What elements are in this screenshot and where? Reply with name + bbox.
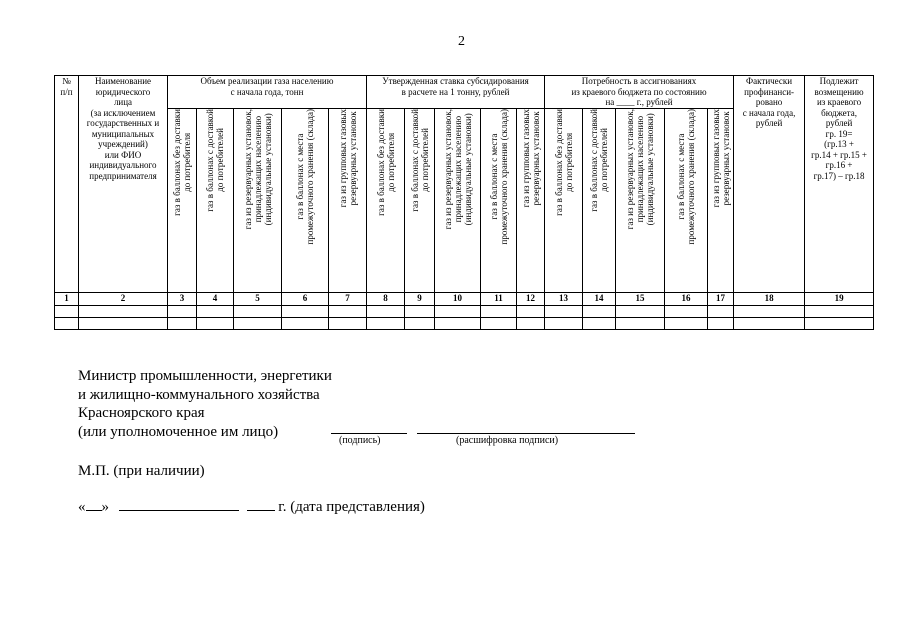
column-number: 14 [583, 292, 616, 305]
column-number: 18 [734, 292, 805, 305]
header-col-number: № п/п [55, 76, 79, 293]
column-number: 12 [517, 292, 545, 305]
table-row [55, 317, 874, 329]
signature-decode-caption: (расшифровка подписи) [456, 435, 559, 446]
header-rate-2: газ в баллонах с доставкой до потребителей [405, 108, 435, 292]
table-cell [665, 305, 708, 317]
header-col-name: Наименование юридического лица (за исключением государственных и муниципальных учреждений) или ФИО индивидуального предпринимателя [79, 76, 168, 293]
date-open-quote: « [78, 499, 86, 515]
date-year-field[interactable] [247, 498, 275, 511]
header-volume-1: газ в баллонах без доставки до потребителя [168, 108, 197, 292]
table-cell [55, 317, 79, 329]
submission-date [78, 498, 425, 516]
header-rate-1: газ в баллонах без доставки до потребителя [367, 108, 405, 292]
column-number: 10 [435, 292, 481, 305]
signature-decode-line[interactable] [417, 433, 635, 434]
signature-line[interactable] [331, 433, 407, 434]
header-rate-5: газ из групповых газовых резервуарных установок [517, 108, 545, 292]
table-cell [545, 305, 583, 317]
column-number: 19 [805, 292, 874, 305]
table-cell [405, 317, 435, 329]
table-cell [805, 317, 874, 329]
signature-caption: (подпись) [339, 435, 381, 446]
header-need-3: газ из резервуарных установок, принадлежащих населению (индивидуальные установки) [616, 108, 665, 292]
column-number: 1 [55, 292, 79, 305]
table-cell [734, 305, 805, 317]
header-need-4: газ в баллонах с места промежуточного хранения (склада) [665, 108, 708, 292]
table-cell [282, 317, 329, 329]
table-cell [708, 317, 734, 329]
signatory-line: и жилищно-коммунального хозяйства [78, 386, 320, 403]
table-cell [805, 305, 874, 317]
column-number: 3 [168, 292, 197, 305]
table-cell [329, 317, 367, 329]
header-volume-3: газ из резервуарных установок, принадлежащих населению (индивидуальные установки) [234, 108, 282, 292]
header-col-actual: Фактически профинанси- ровано с начала года, рублей [734, 76, 805, 293]
header-need-1: газ в баллонах без доставки до потребителя [545, 108, 583, 292]
date-suffix: г. (дата представления) [278, 499, 425, 515]
table-cell [517, 317, 545, 329]
table-cell [481, 317, 517, 329]
table-cell [517, 305, 545, 317]
header-volume-2: газ в баллонах с доставкой до потребителей [197, 108, 234, 292]
date-day-field[interactable] [86, 498, 102, 511]
header-rate-3: газ из резервуарных установок, принадлежащих населению (индивидуальные установки) [435, 108, 481, 292]
table-cell [734, 317, 805, 329]
signatory-line: (или уполномоченное им лицо) [78, 423, 279, 440]
table-cell [545, 317, 583, 329]
signatory-line: Красноярского края [78, 405, 205, 421]
header-col-reimburse: Подлежит возмещению из краевого бюджета, рублей гр. 19= (гр.13 + гр.14 + гр.15 + гр.16 + гр.17) – гр.18 [805, 76, 874, 293]
table-cell [197, 317, 234, 329]
stamp-note: М.П. (при наличии) [78, 463, 205, 479]
column-number: 11 [481, 292, 517, 305]
date-close-quote: » [101, 499, 109, 515]
table-cell [168, 317, 197, 329]
column-number: 6 [282, 292, 329, 305]
signatory-block [78, 367, 332, 441]
column-number: 15 [616, 292, 665, 305]
table-cell [234, 317, 282, 329]
table-row [55, 305, 874, 317]
table-cell [168, 305, 197, 317]
signatory-line: Министр промышленности, энергетики [78, 368, 332, 384]
header-need-2: газ в баллонах с доставкой до потребителей [583, 108, 616, 292]
subsidy-report-table [54, 75, 874, 330]
column-number: 5 [234, 292, 282, 305]
table-cell [234, 305, 282, 317]
column-number: 7 [329, 292, 367, 305]
header-volume-4: газ в баллонах с места промежуточного хранения (склада) [282, 108, 329, 292]
table-cell [583, 317, 616, 329]
table-cell [329, 305, 367, 317]
header-rate-4: газ в баллонах с места промежуточного хранения (склада) [481, 108, 517, 292]
column-number-row [55, 292, 874, 305]
column-number: 9 [405, 292, 435, 305]
header-group-rate: Утвержденная ставка субсидирования в расчете на 1 тонну, рублей [367, 76, 545, 109]
table-cell [79, 317, 168, 329]
column-number: 8 [367, 292, 405, 305]
column-number: 16 [665, 292, 708, 305]
date-month-field[interactable] [119, 498, 239, 511]
table-cell [616, 305, 665, 317]
table-cell [282, 305, 329, 317]
table-cell [405, 305, 435, 317]
header-group-need: Потребность в ассигнованиях из краевого бюджета по состоянию на ____ г., рублей [545, 76, 734, 109]
table-cell [708, 305, 734, 317]
column-number: 17 [708, 292, 734, 305]
table-cell [367, 305, 405, 317]
table-cell [197, 305, 234, 317]
header-need-5: газ из групповых газовых резервуарных установок [708, 108, 734, 292]
table-cell [616, 317, 665, 329]
table-cell [435, 305, 481, 317]
table-cell [665, 317, 708, 329]
header-row-groups [55, 76, 874, 109]
table-cell [481, 305, 517, 317]
table-cell [583, 305, 616, 317]
table-cell [435, 317, 481, 329]
page-number: 2 [458, 34, 465, 49]
column-number: 4 [197, 292, 234, 305]
table-cell [367, 317, 405, 329]
table-cell [79, 305, 168, 317]
header-group-volume: Объем реализации газа населению с начала года, тонн [168, 76, 367, 109]
column-number: 13 [545, 292, 583, 305]
table-cell [55, 305, 79, 317]
header-volume-5: газ из групповых газовых резервуарных установок [329, 108, 367, 292]
column-number: 2 [79, 292, 168, 305]
